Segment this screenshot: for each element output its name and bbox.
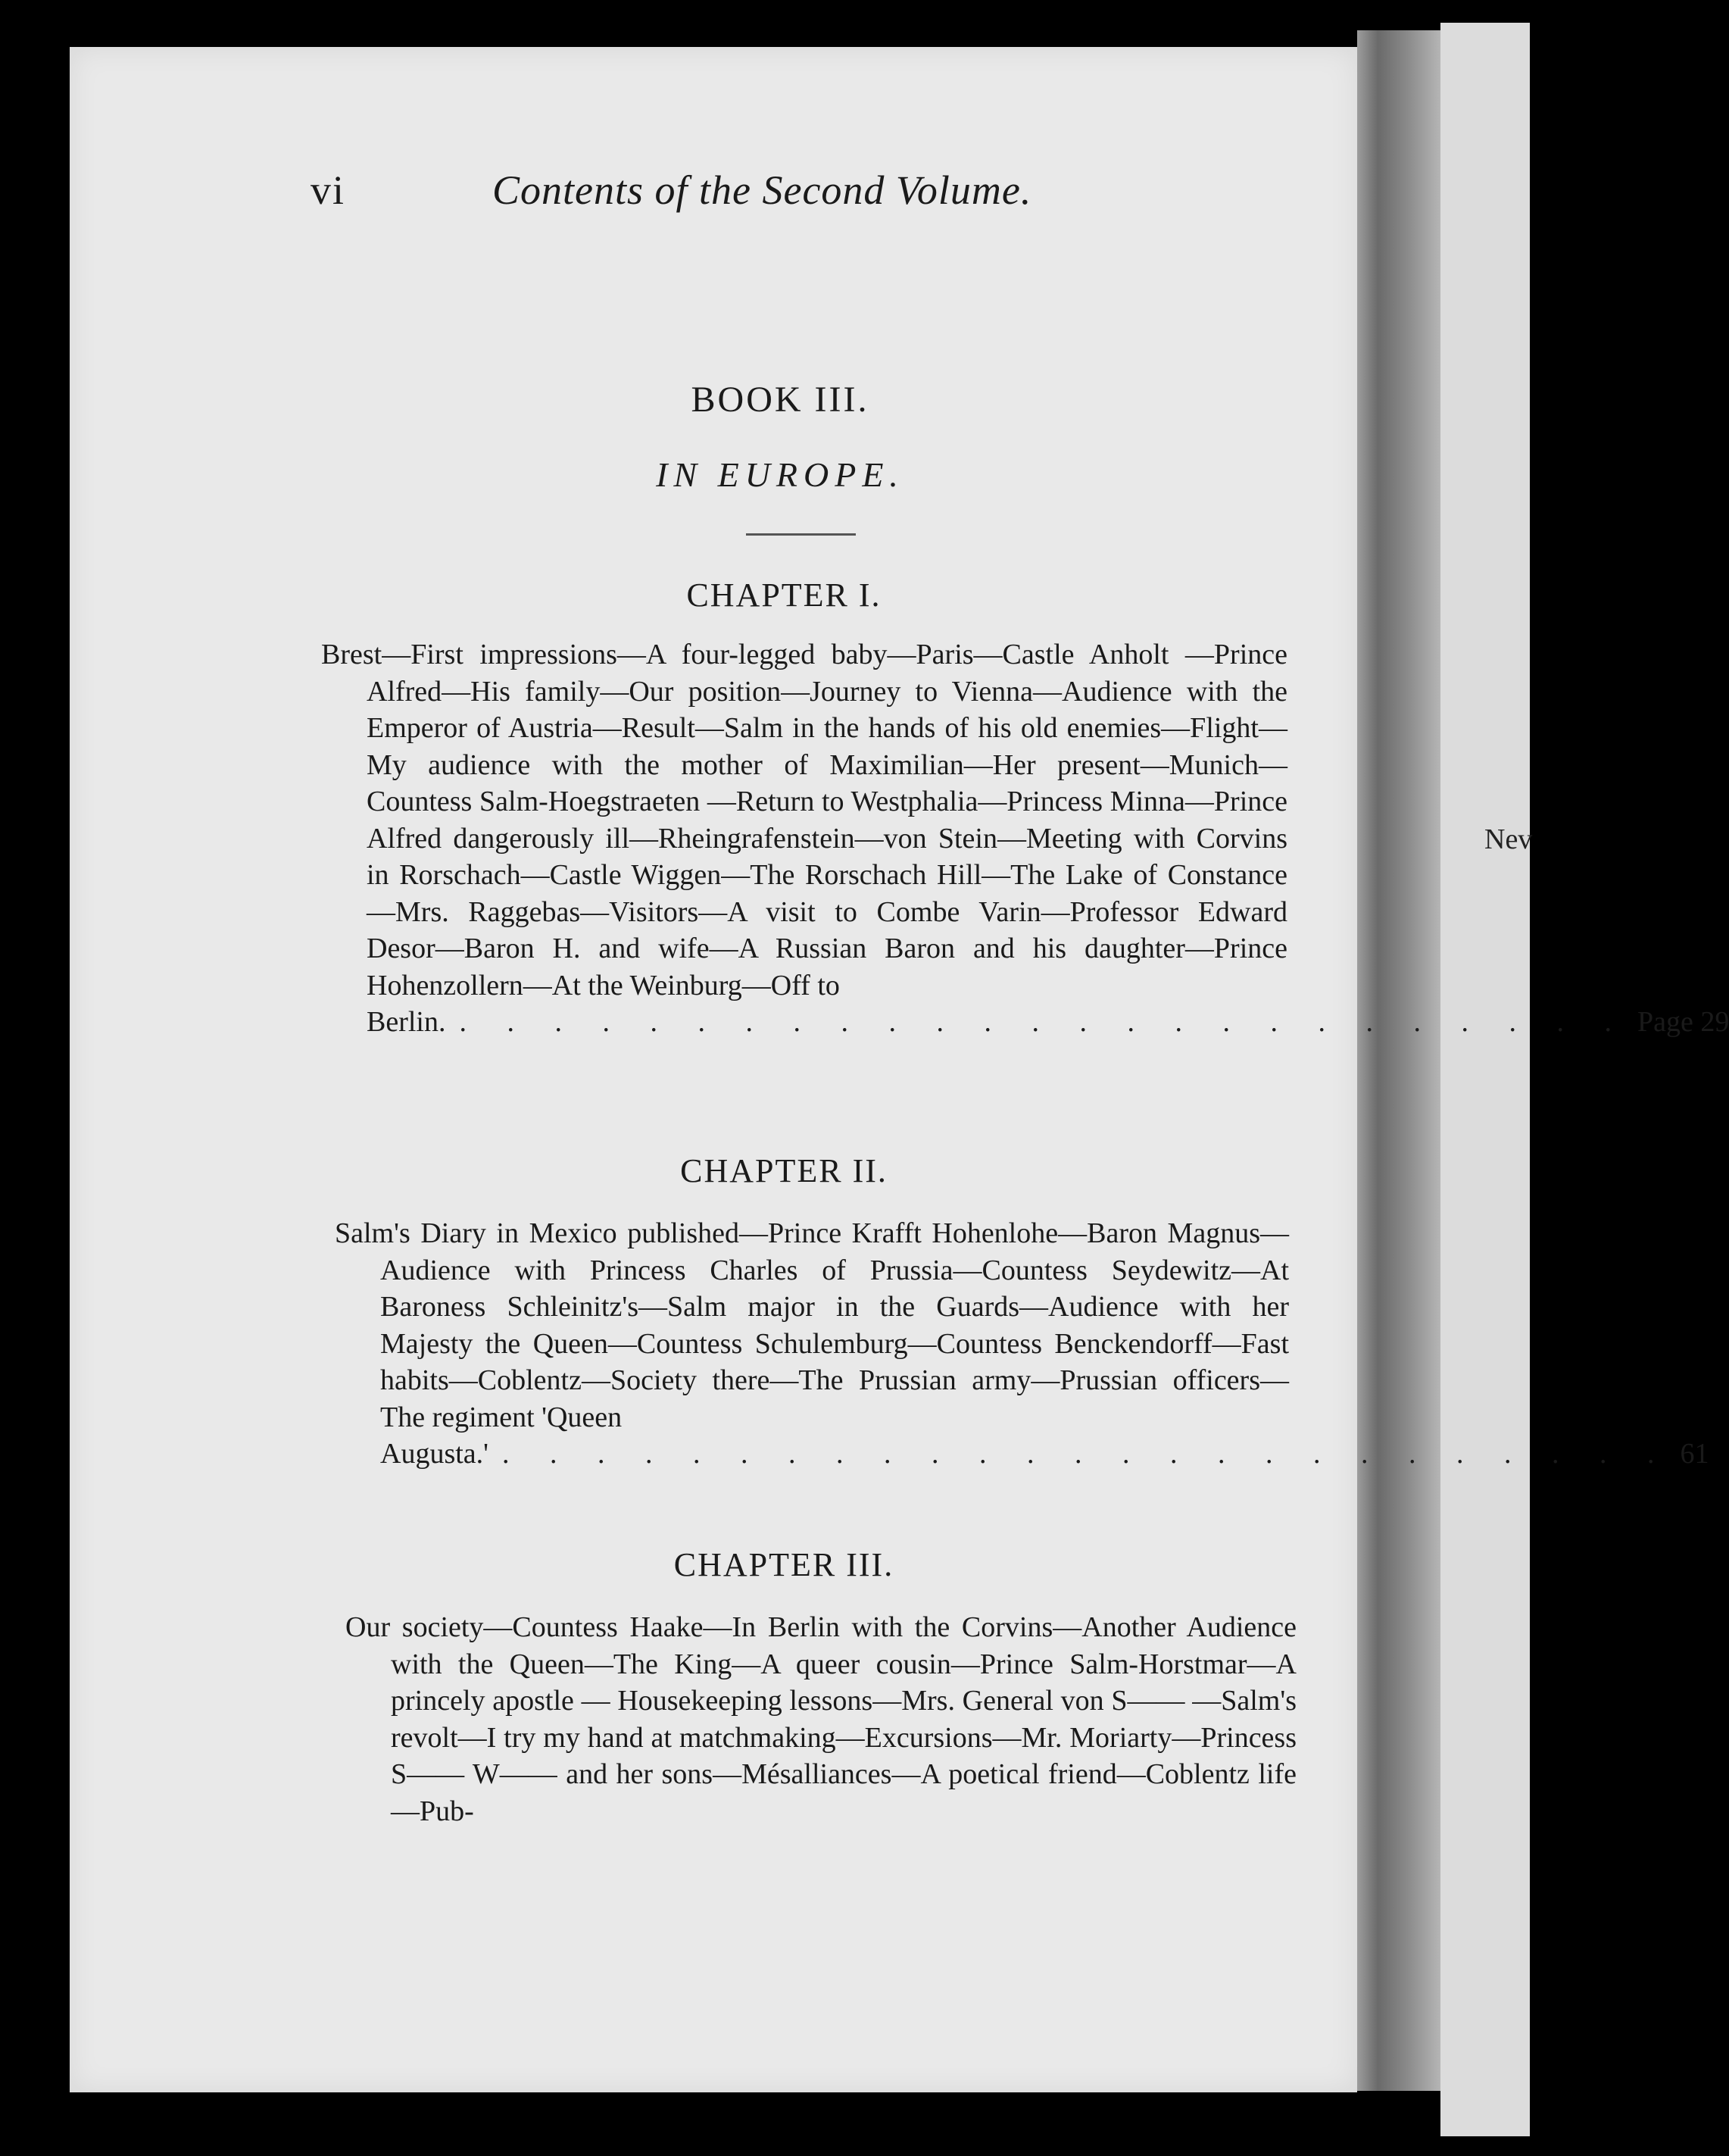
book-title: BOOK III. <box>691 380 869 420</box>
chapter-1-page: Page 29 <box>1637 1006 1729 1038</box>
chapter-1-last-line: Berlin. <box>367 1006 446 1038</box>
chapter-2-entry <box>335 1215 1709 1473</box>
chapter-3-heading: CHAPTER III. <box>673 1546 894 1583</box>
page-gutter <box>1357 30 1440 2091</box>
chapter-3-summary: Our society—Countess Haake—In Berlin with the Corvins—Another Audience with the Queen—The King—A queer cousin—Prince Salm-Horstmar—A princely apostle — Housekeeping lessons—Mrs. General von S—— —Salm's revolt—I try my hand at matchmaking—Excursions—Mr. Moriarty—Princess S—— W—— and her sons—Mésalliances—A poetical friend—Coblentz life—Pub- <box>345 1611 1297 1827</box>
chapter-1-summary: Brest—First impressions—A four-legged baby—Paris—Castle Anholt —Prince Alfred—His family—Our position—Journey to Vienna—Audience with the Emperor of Austria—Result—Salm in the hands of his old enemies—Flight—My audience with the mother of Maximilian—Her present—Munich—Countess Salm-Hoegstraeten —Return to Westphalia—Princess Minna—Prince Alfred dangerously ill—Rheingrafenstein—von Stein—Meeting with Corvins in Rorschach—Castle Wiggen—The Rorschach Hill—The Lake of Constance—Mrs. Raggebas—Visitors—A visit to Combe Varin—Professor Edward Desor—Baron H. and wife—A Russian Baron and his daughter—Prince Hohenzollern—At the Weinburg—Off to <box>321 639 1287 1001</box>
book-subtitle: IN EUROPE. <box>656 455 904 494</box>
chapter-2-last-line: Augusta.' <box>380 1438 489 1470</box>
chapter-1-heading: CHAPTER I. <box>686 576 882 614</box>
running-title: Contents of the Second Volume. <box>492 167 1032 213</box>
leader-dots: . . . . . . . . . . . . . . . . . . . . . . . . . <box>502 1438 1671 1470</box>
facing-page <box>1440 23 1533 2136</box>
chapter-2-page: 61 <box>1680 1438 1709 1470</box>
page-folio: vi <box>311 167 346 213</box>
chapter-2-heading: CHAPTER II. <box>680 1152 888 1189</box>
section-rule <box>746 533 856 536</box>
chapter-3-entry <box>345 1609 1297 1829</box>
chapter-1-leader <box>367 1004 1729 1041</box>
chapter-2-summary: Salm's Diary in Mexico published—Prince Krafft Hohenlohe—Baron Magnus—Audience with Princess Charles of Prussia—Countess Seydewitz—At Baroness Schleinitz's—Salm major in the Guards—Audience with her Majesty the Queen—Countess Schulemburg—Countess Benckendorff—Fast habits—Coblentz—Society there—The Prussian army—Prussian officers—The regiment 'Queen <box>335 1217 1289 1433</box>
leader-dots: . . . . . . . . . . . . . . . . . . . . . . . . . <box>459 1006 1628 1038</box>
facing-page-fragment: Nev <box>1484 823 1533 855</box>
chapter-2-leader <box>380 1436 1709 1473</box>
